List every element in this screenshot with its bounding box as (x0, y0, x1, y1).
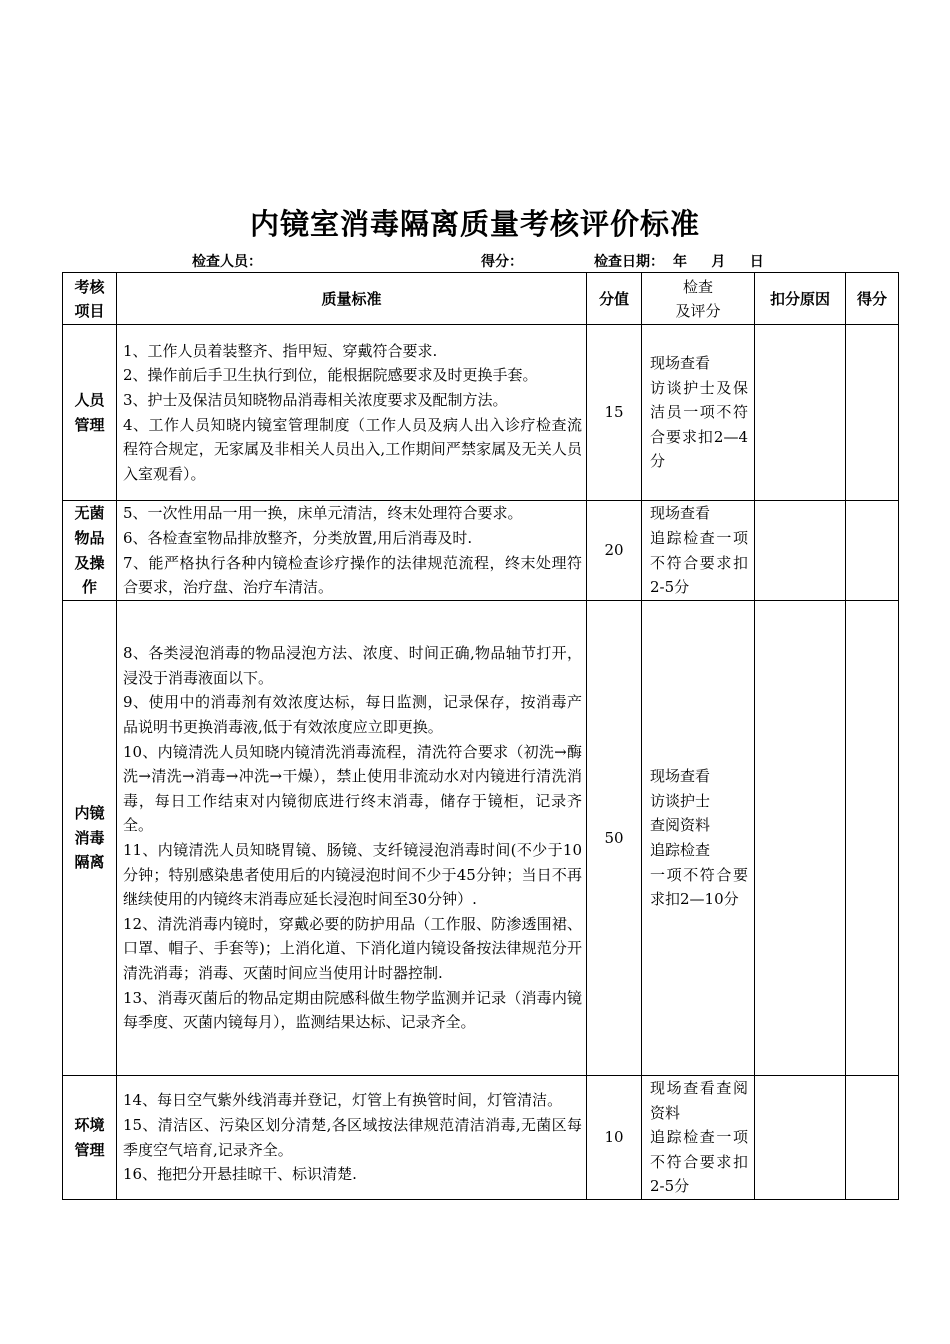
standard-item: 10、内镜清洗人员知晓内镜清洗消毒流程，清洗符合要求（初洗→酶洗→清洗→消毒→冲洗→干燥），禁止使用非流动水对内镜进行清洗消毒，每日工作结束对内镜彻底进行终末消毒，储存于镜柜，记录齐全。 (123, 742, 582, 835)
score-cell[interactable] (846, 601, 899, 1076)
standard-item: 5、一次性用品一用一换，床单元清洁，终末处理符合要求。 (123, 504, 523, 523)
check-cell: 现场查看 访谈护士及保洁员一项不符合要求扣2—4分 (642, 325, 755, 501)
standard-cell (117, 325, 587, 501)
check-cell: 现场查看 访谈护士 查阅资料 追踪检查 一项不符合要求扣2—10分 (642, 601, 755, 1076)
header-row (63, 273, 899, 325)
standard-item: 8、各类浸泡消毒的物品浸泡方法、浓度、时间正确,物品轴节打开，浸没于消毒液面以下。 (123, 644, 582, 687)
points-cell: 50 (587, 601, 642, 1076)
standard-item: 2、操作前后手卫生执行到位，能根据院感要求及时更换手套。 (123, 366, 538, 385)
standard-item: 13、消毒灭菌后的物品定期由院感科做生物学监测并记录（消毒内镜每季度、灭菌内镜每月），监测结果达标、记录齐全。 (123, 988, 582, 1032)
category-cell: 人员 管理 (63, 325, 117, 501)
header-check: 检查 及评分 (642, 273, 755, 325)
standard-item: 3、护士及保洁员知晓物品消毒相关浓度要求及配制方法。 (123, 390, 508, 409)
header-deduction: 扣分原因 (755, 273, 846, 325)
standard-item: 14、每日空气紫外线消毒并登记，灯管上有换管时间，灯管清洁。 (123, 1091, 563, 1110)
page-title: 内镜室消毒隔离质量考核评价标准 (249, 207, 700, 241)
standard-cell (117, 1076, 587, 1200)
score-cell[interactable] (846, 1076, 899, 1200)
header-points: 分值 (587, 273, 642, 325)
evaluation-table (62, 272, 899, 1200)
standard-item: 1、工作人员着装整齐、指甲短、穿戴符合要求. (123, 341, 438, 360)
standard-item: 16、拖把分开悬挂晾干、标识清楚. (123, 1165, 357, 1184)
date-value: 年 月 日 (673, 254, 764, 270)
points-cell: 20 (587, 501, 642, 601)
score-cell[interactable] (846, 325, 899, 501)
standard-item: 6、各检查室物品排放整齐，分类放置,用后消毒及时. (123, 528, 473, 547)
standard-cell (117, 501, 587, 601)
standard-item: 4、工作人员知晓内镜室管理制度（工作人员及病人出入诊疗检查流程符合规定，无家属及非相关人员出入,工作期间严禁家属及无关人员入室观看）。 (123, 415, 582, 483)
table-row (63, 325, 899, 501)
table-row (63, 501, 899, 601)
check-cell: 现场查看 追踪检查一项不符合要求扣2-5分 (642, 501, 755, 601)
category-cell: 内镜 消毒 隔离 (63, 601, 117, 1076)
deduction-cell[interactable] (755, 1076, 846, 1200)
standard-item: 15、清洁区、污染区划分清楚,各区域按法律规范清洁消毒,无菌区每季度空气培育,记录齐全。 (123, 1115, 582, 1159)
table-row (63, 1076, 899, 1200)
deduction-cell[interactable] (755, 601, 846, 1076)
score-cell[interactable] (846, 501, 899, 601)
header-standard: 质量标准 (117, 273, 587, 325)
header-score: 得分 (846, 273, 899, 325)
standard-item: 11、内镜清洗人员知晓胃镜、肠镜、支纤镜浸泡消毒时间(不少于10分钟；特别感染患者使用后的内镜浸泡时间不少于45分钟；当日不再继续使用的内镜终末消毒应延长浸泡时间至30分钟）. (123, 841, 582, 909)
date-label: 检查日期： (594, 254, 664, 270)
category-cell: 环境 管理 (63, 1076, 117, 1200)
standard-cell (117, 601, 587, 1076)
deduction-cell[interactable] (755, 501, 846, 601)
header-item: 考核 项目 (63, 273, 117, 325)
check-cell: 现场查看查阅资料 追踪检查一项不符合要求扣2-5分 (642, 1076, 755, 1200)
points-cell: 15 (587, 325, 642, 501)
deduction-cell[interactable] (755, 325, 846, 501)
standard-item: 9、使用中的消毒剂有效浓度达标，每日监测，记录保存，按消毒产品说明书更换消毒液,低于有效浓度应立即更换。 (123, 693, 582, 737)
standard-item: 12、清洗消毒内镜时，穿戴必要的防护用品（工作服、防渗透围裙、口罩、帽子、手套等)；上消化道、下消化道内镜设备按法律规范分开清洗消毒；消毒、灭菌时间应当使用计时器控制. (123, 914, 582, 982)
points-cell: 10 (587, 1076, 642, 1200)
inspector-label: 检查人员： (192, 254, 262, 270)
category-cell: 无菌 物品 及操 作 (63, 501, 117, 601)
table-row (63, 601, 899, 1076)
score-label: 得分： (481, 254, 523, 270)
standard-item: 7、能严格执行各种内镜检查诊疗操作的法律规范流程，终末处理符合要求，治疗盘、治疗车清洁。 (123, 553, 582, 597)
